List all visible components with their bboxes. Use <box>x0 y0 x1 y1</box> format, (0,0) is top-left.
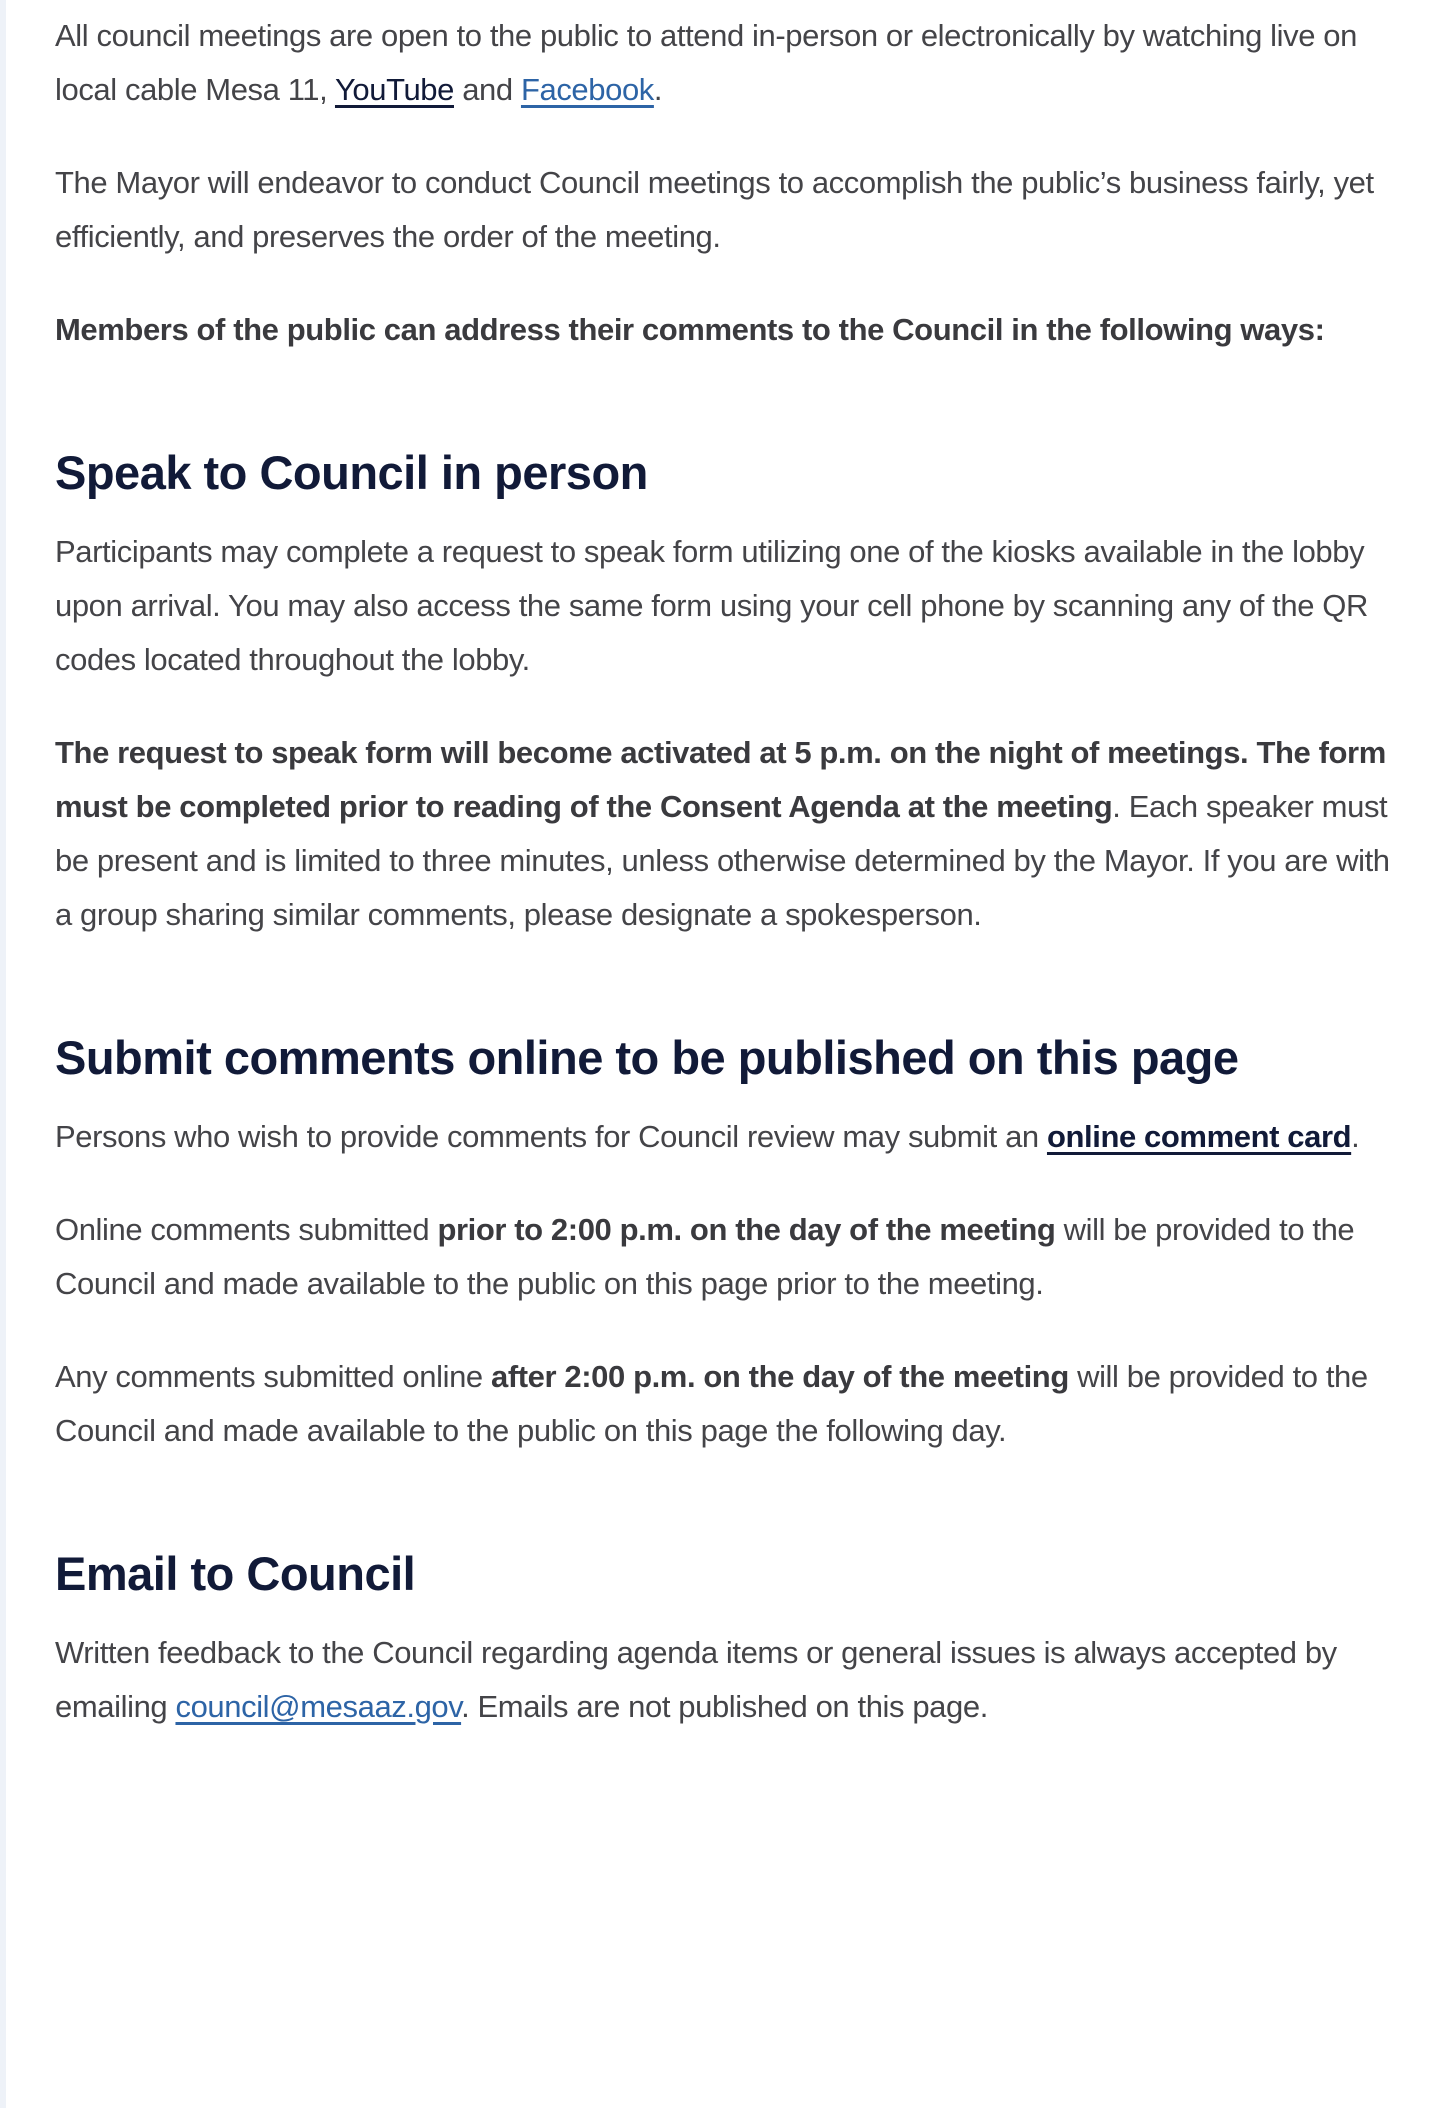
heading-email: Email to Council <box>55 1547 416 1600</box>
intro-text: All council meetings are open to the public to attend in-person or electronically by watching live on local cable Mesa 11, <box>55 18 1357 107</box>
online-text: Persons who wish to provide comments for Council review may submit an <box>55 1119 1047 1154</box>
text: Any comments submitted online <box>55 1359 491 1394</box>
in-person-paragraph: Participants may complete a request to speak form utilizing one of the kiosks available in the lobby upon arrival. You may also access the same form using your cell phone by scanning any of the QR codes located throughout the lobby. <box>55 534 1368 677</box>
heading-online: Submit comments online to be published on this page <box>55 1031 1239 1084</box>
heading-in-person: Speak to Council in person <box>55 446 648 499</box>
text: will be provided to the Council and made available to the public on this page prior to the meeting. <box>55 1212 1355 1301</box>
email-text: Written feedback to the Council regarding agenda items or general issues is always accepted by emailing <box>55 1635 1337 1724</box>
left-edge-strip <box>0 0 6 2108</box>
ways-intro <box>55 303 1400 357</box>
period: . <box>653 72 663 107</box>
rules-bold: The request to speak form will become activated at 5 p.m. on the night of meetings. The form must be completed prior to reading of the Consent Agenda at the meeting <box>55 735 1386 824</box>
online-after-deadline <box>55 1350 1400 1458</box>
deadline-bold: after 2:00 p.m. on the day of the meeting <box>491 1359 1069 1394</box>
online-paragraph <box>55 1110 1400 1164</box>
page-content <box>55 9 1400 1773</box>
in-person-rules <box>55 726 1400 942</box>
online-before-deadline <box>55 1203 1400 1311</box>
mayor-paragraph: The Mayor will endeavor to conduct Council meetings to accomplish the public’s business fairly, yet efficiently, and preserves the order of the meeting. <box>55 165 1374 254</box>
rules-text: . Each speaker must be present and is limited to three minutes, unless otherwise determined by the Mayor. If you are with a group sharing similar comments, please designate a spokesperson. <box>55 789 1390 932</box>
online-comment-card-link[interactable]: online comment card <box>1046 1119 1352 1154</box>
youtube-link[interactable]: YouTube <box>334 72 454 107</box>
ways-intro-bold: Members of the public can address their comments to the Council in the following ways: <box>55 312 1325 347</box>
email-paragraph <box>55 1626 1400 1734</box>
deadline-bold: prior to 2:00 p.m. on the day of the meeting <box>437 1212 1056 1247</box>
council-email-link[interactable]: council@mesaaz.gov <box>175 1689 462 1724</box>
intro-paragraph <box>55 9 1400 117</box>
period: . <box>1351 1119 1360 1154</box>
text: Online comments submitted <box>55 1212 438 1247</box>
and-text: and <box>454 72 521 107</box>
text: . Emails are not published on this page. <box>461 1689 988 1724</box>
text: will be provided to the Council and made available to the public on this page the following day. <box>55 1359 1368 1448</box>
facebook-link[interactable]: Facebook <box>520 72 654 107</box>
